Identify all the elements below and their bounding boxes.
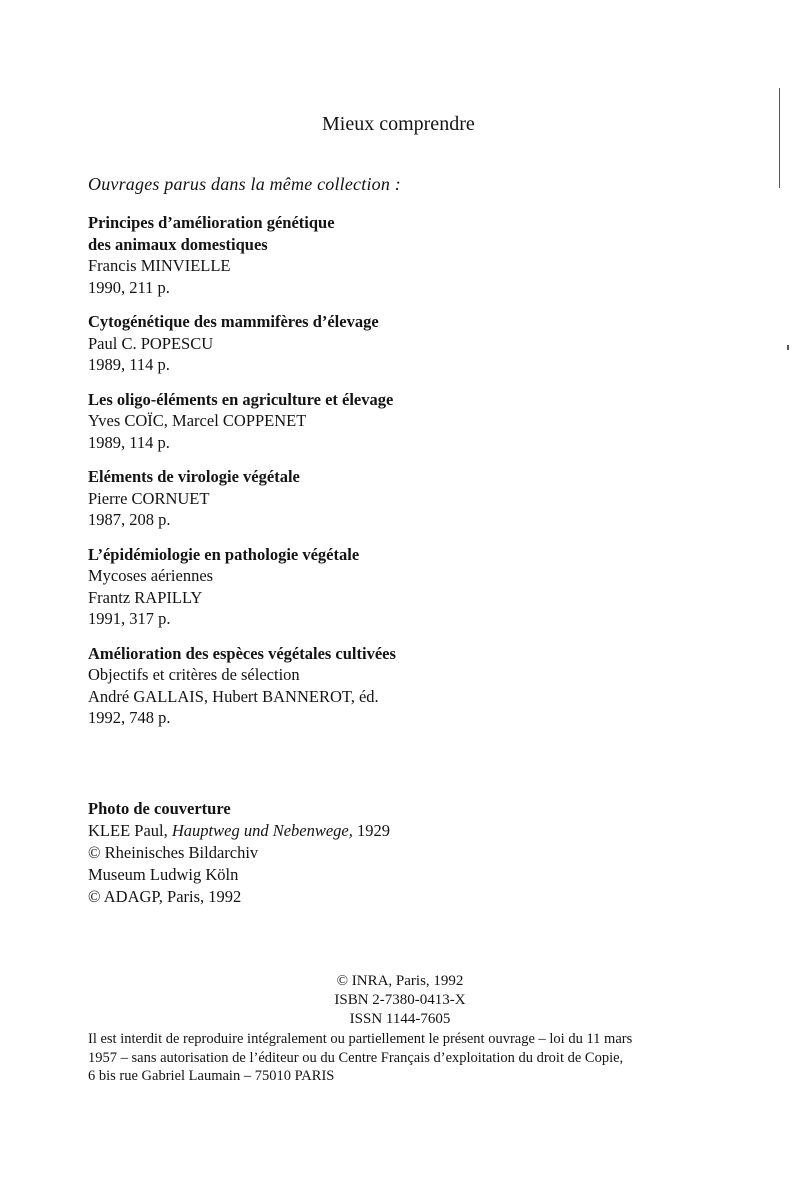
copyright-line: © INRA, Paris, 1992 (336, 973, 464, 989)
book-detail: Francis MINVIELLE (88, 256, 231, 275)
copyright-block (300, 972, 500, 1029)
cover-credit-line: Museum Ludwig Köln (88, 865, 239, 884)
cover-credit-line: © ADAGP, Paris, 1992 (88, 887, 242, 906)
cover-artist: KLEE Paul, (88, 821, 172, 840)
book-title: L’épidémiologie en pathologie végétale (88, 544, 360, 564)
book-detail: 1987, 208 p. (88, 510, 171, 529)
isbn-line: ISBN 2-7380-0413-X (334, 992, 466, 1008)
book-title: Cytogénétique des mammifères d’élevage (88, 312, 379, 331)
cover-artwork-line (88, 820, 548, 842)
book-title: Eléments de virologie végétale (88, 467, 300, 486)
legal-notice (88, 1030, 728, 1086)
scan-margin-line (779, 88, 780, 188)
book-detail: Paul C. POPESCU (88, 333, 214, 353)
cover-year: 1929 (352, 821, 391, 840)
legal-line: Il est interdit de reproduire intégralement ou partiellement le présent ouvrage – loi du 11 mars (88, 1031, 633, 1047)
book-entry (88, 643, 548, 729)
book-title: Les oligo-éléments en agriculture et élevage (88, 389, 394, 409)
issn-line: ISSN 1144-7605 (349, 1011, 451, 1027)
book-entry (88, 466, 548, 531)
book-detail: 1991, 317 p. (88, 609, 171, 628)
book-entry (88, 311, 548, 376)
book-detail: Mycoses aériennes (88, 566, 214, 585)
scan-speck (787, 345, 789, 350)
book-title: Amélioration des espèces végétales cultivées (88, 643, 396, 663)
book-title: des animaux domestiques (88, 234, 268, 254)
cover-heading: Photo de couverture (88, 799, 231, 818)
legal-line: 1957 – sans autorisation de l’éditeur ou du Centre Français d’exploitation du droit de Copie, (88, 1049, 624, 1066)
book-entry (88, 389, 548, 454)
book-detail: 1989, 114 p. (88, 355, 170, 374)
cover-work-title: Hauptweg und Nebenwege, (171, 821, 353, 840)
cover-credit-line: © Rheinisches Bildarchiv (88, 843, 259, 862)
book-detail: Yves COÏC, Marcel COPPENET (88, 411, 307, 430)
book-list (88, 212, 548, 742)
book-detail: 1992, 748 p. (88, 708, 171, 727)
collection-intro: Ouvrages parus dans la même collection : (88, 174, 401, 194)
book-detail: Frantz RAPILLY (88, 587, 203, 607)
cover-credit (88, 798, 548, 908)
book-entry (88, 544, 548, 630)
book-detail: 1990, 211 p. (88, 277, 170, 297)
book-detail: André GALLAIS, Hubert BANNEROT, éd. (88, 686, 379, 706)
book-detail: Pierre CORNUET (88, 488, 210, 508)
book-entry (88, 212, 548, 298)
book-detail: Objectifs et critères de sélection (88, 665, 300, 684)
book-detail: 1989, 114 p. (88, 432, 170, 452)
series-title: Mieux comprendre (322, 113, 475, 135)
book-title: Principes d’amélioration génétique (88, 213, 335, 232)
legal-line: 6 bis rue Gabriel Laumain – 75010 PARIS (88, 1068, 335, 1084)
